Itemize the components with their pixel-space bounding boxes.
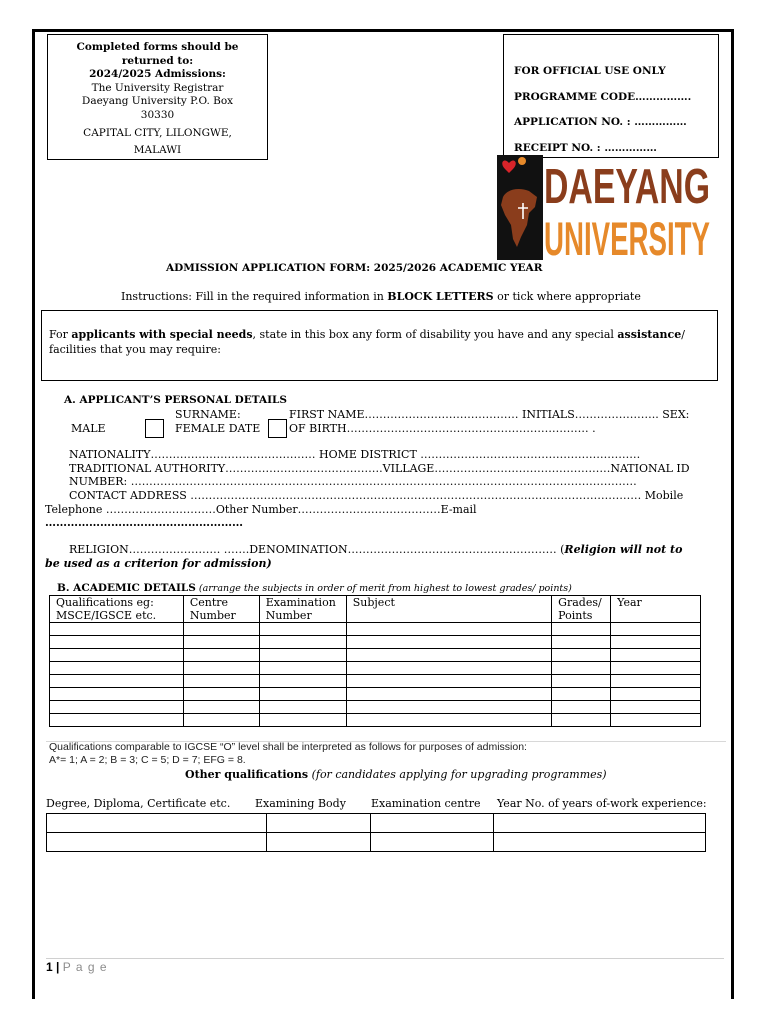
academic-input-cell[interactable]	[183, 675, 259, 688]
academic-input-cell[interactable]	[50, 623, 184, 636]
official-use-box	[503, 34, 719, 158]
academic-header-cell: Year	[611, 596, 701, 623]
form-title: ADMISSION APPLICATION FORM: 2025/2026 ACADEMIC YEAR	[166, 262, 543, 274]
email-dots: ………………………………………………	[45, 516, 243, 529]
academic-input-cell[interactable]	[259, 675, 346, 688]
academic-input-cell[interactable]	[183, 714, 259, 727]
academic-input-cell[interactable]	[346, 688, 551, 701]
admissions-year: 2024/2025 Admissions:	[89, 68, 226, 81]
return-address-box	[47, 34, 268, 160]
instructions: Instructions: Fill in the required information in BLOCK LETTERS or tick where appropriate	[121, 290, 641, 303]
academic-table-row	[50, 662, 701, 675]
academic-table-row	[50, 636, 701, 649]
contact-address-row[interactable]: CONTACT ADDRESS …………………………………………………………………………………………………………… Mobile	[69, 489, 684, 502]
academic-input-cell[interactable]	[50, 714, 184, 727]
country-line: MALAWI	[133, 144, 182, 157]
female-checkbox[interactable]	[268, 419, 287, 438]
traditional-authority-row[interactable]: TRADITIONAL AUTHORITY…………………………………….VILLAGE…………………………………………NATIONAL ID	[69, 462, 690, 475]
other-qual-row	[47, 814, 706, 833]
academic-input-cell[interactable]	[346, 675, 551, 688]
academic-input-cell[interactable]	[259, 701, 346, 714]
male-checkbox[interactable]	[145, 419, 164, 438]
svg-text:DAEYANG: DAEYANG	[544, 160, 710, 214]
male-label: MALE	[71, 422, 106, 435]
academic-input-cell[interactable]	[259, 662, 346, 675]
academic-table-row	[50, 623, 701, 636]
academic-input-cell[interactable]	[346, 649, 551, 662]
academic-input-cell[interactable]	[611, 623, 701, 636]
academic-input-cell[interactable]	[346, 623, 551, 636]
academic-input-cell[interactable]	[259, 649, 346, 662]
academic-input-cell[interactable]	[259, 636, 346, 649]
academic-input-cell[interactable]	[50, 662, 184, 675]
other-qual-header-1: Degree, Diploma, Certificate etc.	[46, 797, 231, 810]
other-qual-input-cell[interactable]	[47, 833, 267, 852]
academic-input-cell[interactable]	[552, 714, 611, 727]
other-qual-input-cell[interactable]	[370, 833, 494, 852]
academic-input-cell[interactable]	[183, 688, 259, 701]
application-no-field: APPLICATION NO. : ……………	[514, 116, 687, 128]
academic-input-cell[interactable]	[346, 714, 551, 727]
academic-input-cell[interactable]	[611, 636, 701, 649]
footer-divider	[46, 958, 724, 959]
religion-row[interactable]: RELIGION……………………. …….DENOMINATION………………………………………………… (Religion will not to	[69, 543, 683, 556]
official-use-title: FOR OFFICIAL USE ONLY	[514, 65, 666, 77]
academic-input-cell[interactable]	[183, 649, 259, 662]
telephone-row[interactable]: Telephone …………………………Other Number…………………………………E-mail	[45, 503, 477, 516]
academic-input-cell[interactable]	[183, 662, 259, 675]
other-qualifications-table	[46, 813, 706, 852]
academic-table-row	[50, 675, 701, 688]
city-line: CAPITAL CITY, LILONGWE,	[83, 126, 232, 139]
academic-table-row	[50, 688, 701, 701]
other-qual-header-3: Examination centre	[371, 797, 481, 810]
academic-input-cell[interactable]	[611, 714, 701, 727]
academic-table-row	[50, 714, 701, 727]
logo-emblem-icon	[497, 155, 711, 265]
date-of-birth-field[interactable]: OF BIRTH………………………………………………………… .	[289, 422, 596, 435]
academic-input-cell[interactable]	[50, 636, 184, 649]
return-instruction-line2: returned to:	[121, 54, 194, 67]
other-qual-header-4: Year No. of years of-work experience:	[497, 797, 707, 810]
po-box-number: 30330	[140, 108, 175, 121]
academic-input-cell[interactable]	[183, 623, 259, 636]
programme-code-field: PROGRAMME CODE…………….	[514, 90, 692, 103]
section-b-heading: B. ACADEMIC DETAILS (arrange the subjects in order of merit from highest to lowest grades/ points)	[57, 582, 572, 594]
other-qual-input-cell[interactable]	[494, 814, 706, 833]
academic-input-cell[interactable]	[346, 662, 551, 675]
academic-input-cell[interactable]	[552, 662, 611, 675]
other-qual-input-cell[interactable]	[266, 814, 370, 833]
academic-header-cell: Qualifications eg: MSCE/IGSCE etc.	[50, 596, 184, 623]
page-label: P a g e	[62, 960, 108, 974]
female-date-label: FEMALE DATE	[175, 422, 261, 435]
academic-header-cell: Centre Number	[183, 596, 259, 623]
academic-input-cell[interactable]	[50, 701, 184, 714]
academic-table-row	[50, 649, 701, 662]
other-qual-row	[47, 833, 706, 852]
academic-input-cell[interactable]	[552, 688, 611, 701]
academic-input-cell[interactable]	[611, 675, 701, 688]
surname-label: SURNAME:	[175, 408, 241, 421]
academic-input-cell[interactable]	[552, 623, 611, 636]
national-id-number-row[interactable]: NUMBER: …………………………………………………………………………………………………………………………	[69, 475, 637, 488]
special-needs-line1: For applicants with special needs, state in this box any form of disability you have and any special assistance/	[49, 328, 685, 341]
academic-input-cell[interactable]	[50, 688, 184, 701]
registrar-line: The University Registrar	[91, 81, 224, 94]
special-needs-box[interactable]	[41, 310, 718, 381]
academic-header-cell: Examination Number	[259, 596, 346, 623]
page-footer	[46, 960, 108, 974]
academic-header-cell: Subject	[346, 596, 551, 623]
po-box-line: Daeyang University P.O. Box	[81, 95, 234, 108]
academic-input-cell[interactable]	[183, 701, 259, 714]
academic-input-cell[interactable]	[259, 714, 346, 727]
academic-input-cell[interactable]	[611, 701, 701, 714]
academic-input-cell[interactable]	[552, 649, 611, 662]
page-number: 1	[46, 960, 53, 974]
other-qual-input-cell[interactable]	[494, 833, 706, 852]
other-qual-input-cell[interactable]	[266, 833, 370, 852]
receipt-no-field: RECEIPT NO. : ……………	[514, 141, 657, 154]
academic-input-cell[interactable]	[50, 675, 184, 688]
academic-input-cell[interactable]	[259, 688, 346, 701]
grading-scale: A*= 1; A = 2; B = 3; C = 5; D = 7; EFG = 8.	[49, 754, 246, 766]
other-qual-header-2: Examining Body	[255, 797, 346, 810]
academic-input-cell[interactable]	[259, 623, 346, 636]
academic-input-cell[interactable]	[552, 675, 611, 688]
other-qual-input-cell[interactable]	[47, 814, 267, 833]
academic-input-cell[interactable]	[552, 636, 611, 649]
academic-table-row	[50, 701, 701, 714]
grading-note: Qualifications comparable to IGCSE “O” level shall be interpreted as follows for purposes of admission:	[49, 741, 527, 753]
nationality-row[interactable]: NATIONALITY……………………………………… HOME DISTRICT ……………………………………………………	[69, 448, 641, 461]
page-separator: |	[56, 960, 60, 974]
academic-table-header	[50, 596, 701, 623]
first-name-row: FIRST NAME…………………………………… INITIALS………………….. SEX:	[289, 408, 690, 421]
academic-input-cell[interactable]	[552, 701, 611, 714]
university-logo	[497, 155, 711, 265]
academic-input-cell[interactable]	[611, 688, 701, 701]
religion-note: be used as a criterion for admission)	[45, 557, 272, 570]
svg-text:UNIVERSITY: UNIVERSITY	[544, 212, 710, 265]
other-qualifications-heading: Other qualifications (for candidates applying for upgrading programmes)	[185, 768, 607, 781]
other-qual-input-cell[interactable]	[370, 814, 494, 833]
academic-header-cell: Grades/ Points	[552, 596, 611, 623]
academic-input-cell[interactable]	[50, 649, 184, 662]
academic-input-cell[interactable]	[183, 636, 259, 649]
academic-input-cell[interactable]	[346, 636, 551, 649]
special-needs-line2: facilities that you may require:	[49, 343, 221, 356]
return-instruction-line1: Completed forms should be	[76, 41, 239, 53]
academic-input-cell[interactable]	[346, 701, 551, 714]
section-a-heading: A. APPLICANT’S PERSONAL DETAILS	[64, 394, 288, 406]
academic-input-cell[interactable]	[611, 649, 701, 662]
academic-details-table	[49, 595, 701, 727]
academic-input-cell[interactable]	[611, 662, 701, 675]
